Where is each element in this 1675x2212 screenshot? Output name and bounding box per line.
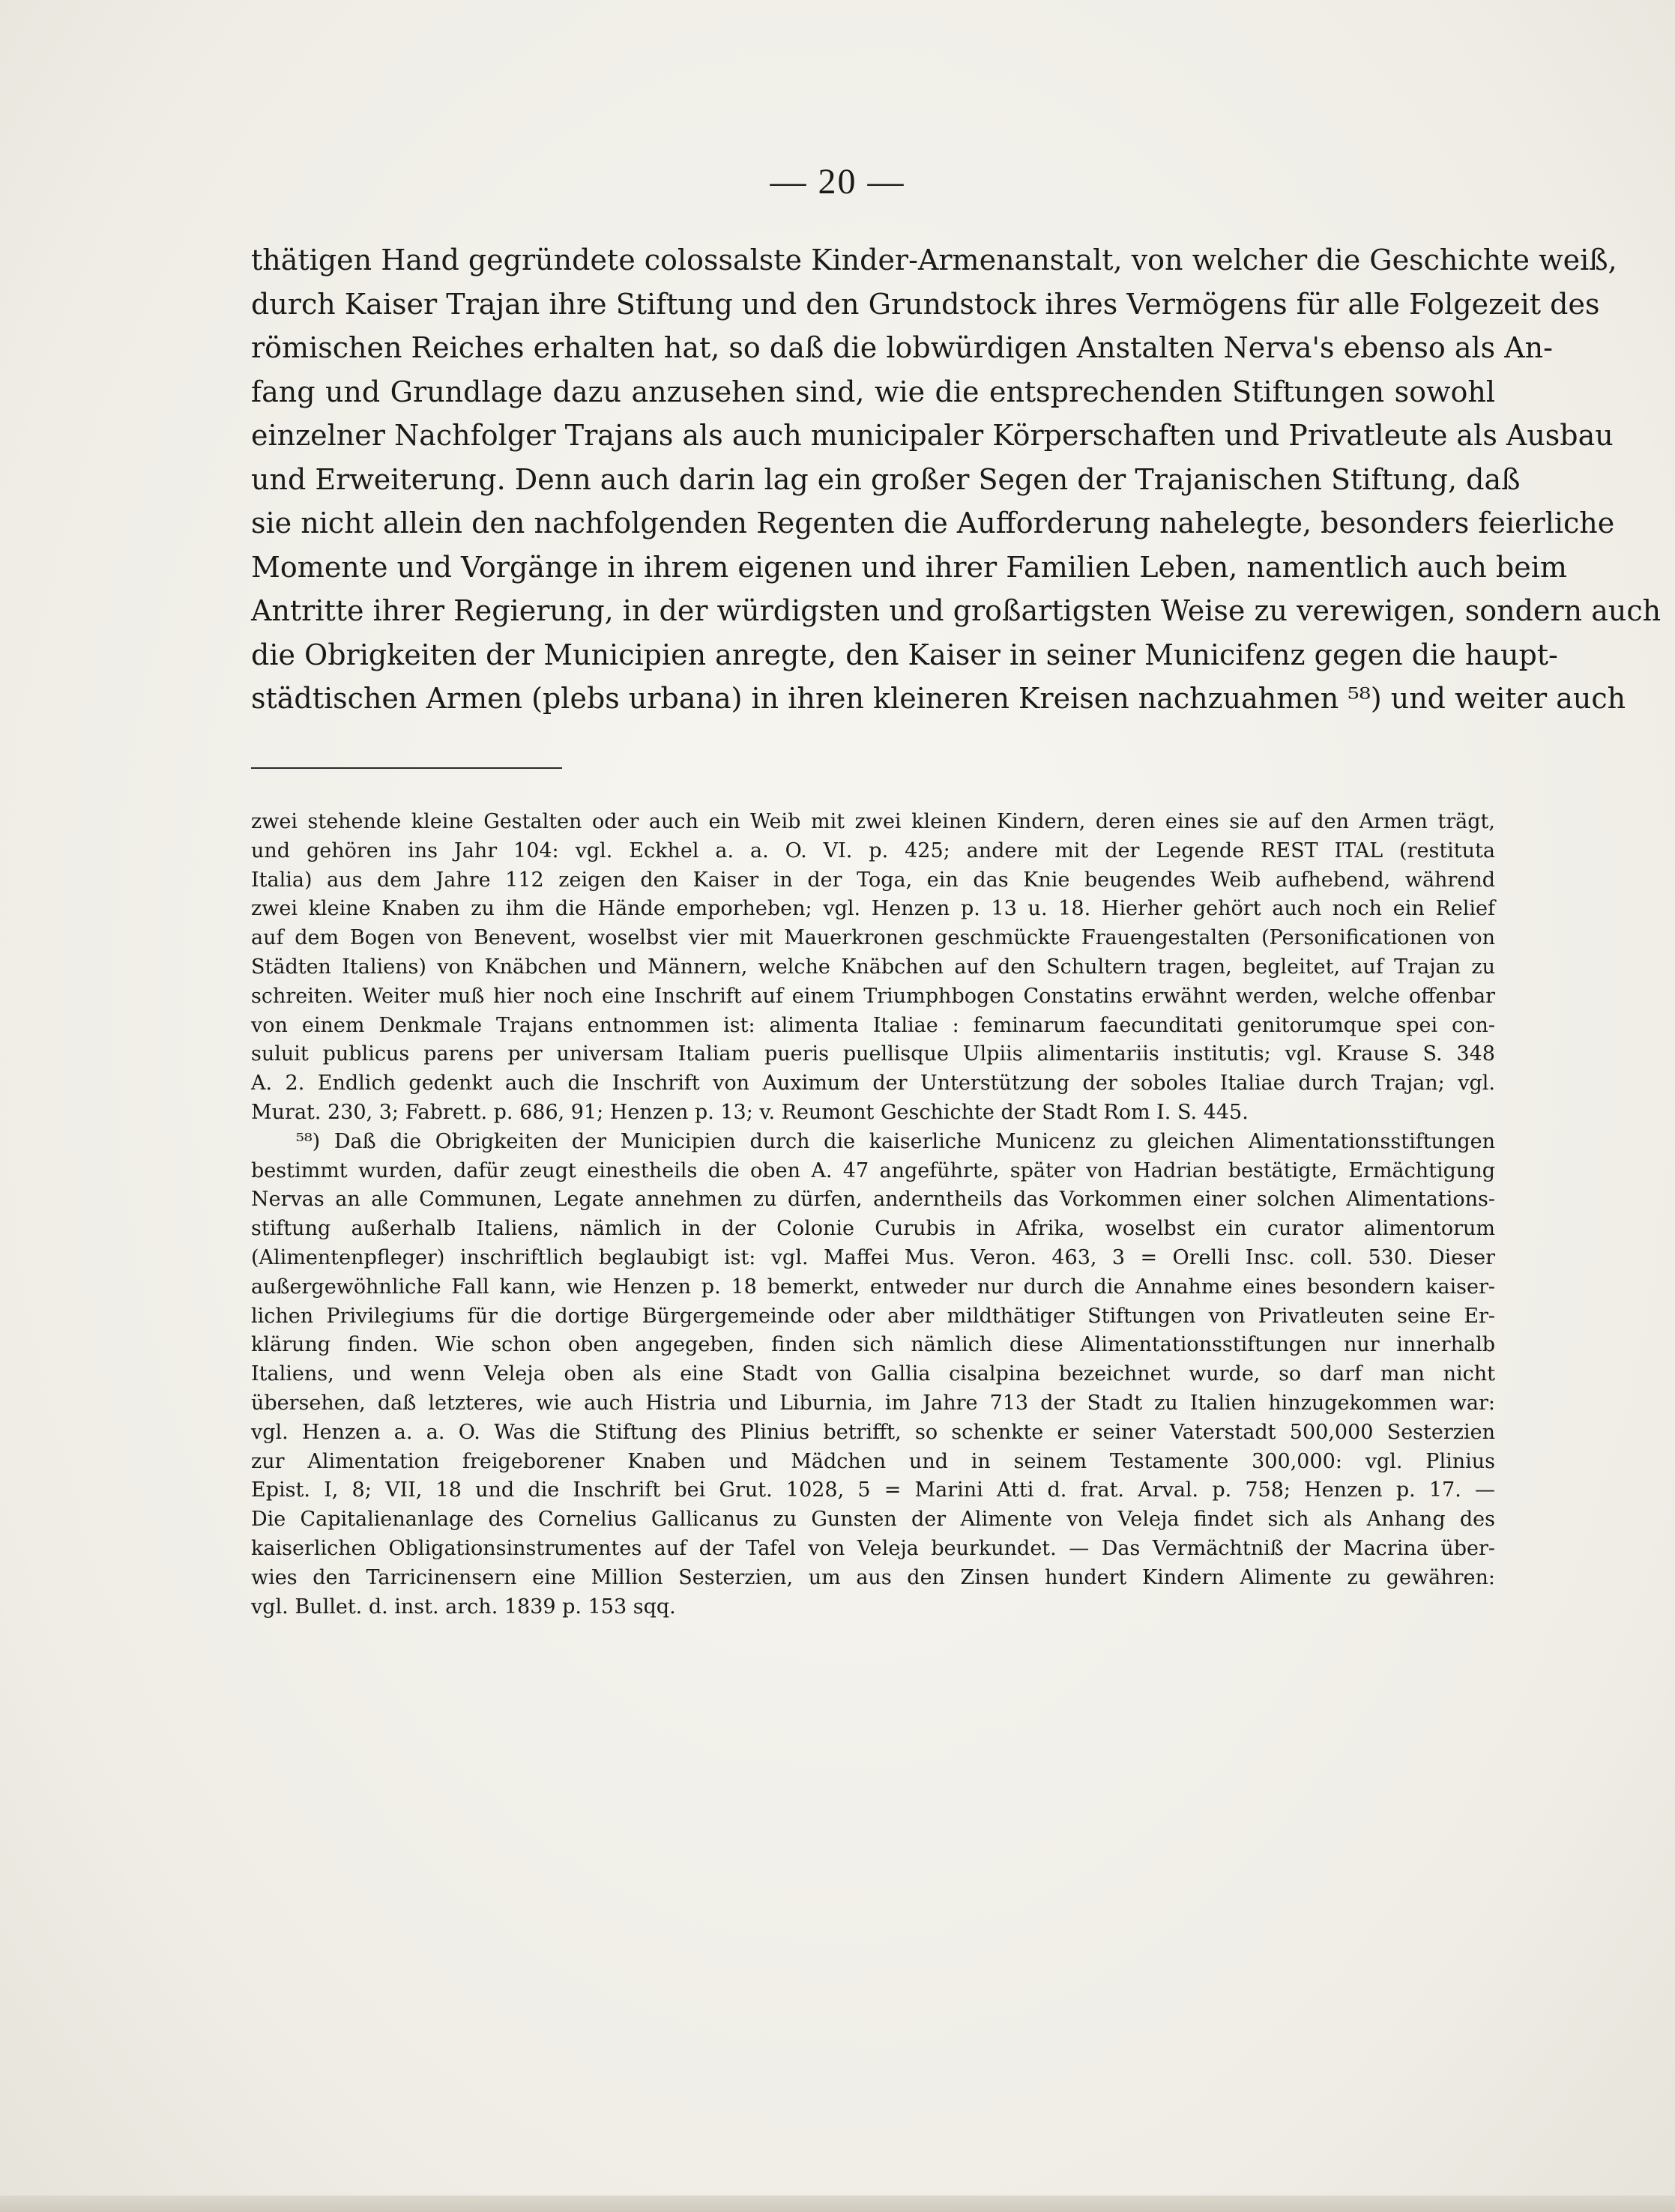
- footnote-line: stiftung außerhalb Italiens, nämlich in der Colonie Curubis in Afrika, woselbst ein curator alimentorum: [251, 1217, 1495, 1241]
- footnote-line: von einem Denkmale Trajans entnommen ist: alimenta Italiae : feminarum faecunditati genitorumque spei con-: [251, 1013, 1495, 1037]
- footnote-line: wies den Tarricinensern eine Million Sesterzien, um aus den Zinsen hundert Kindern Alimente zu gewähren:: [251, 1565, 1495, 1589]
- body-line: einzelner Nachfolger Trajans als auch municipaler Körperschaften und Privatleute als Ausbau: [251, 419, 1614, 452]
- footnote-line: Murat. 230, 3; Fabrett. p. 686, 91; Henzen p. 13; v. Reumont Geschichte der Stadt Rom I. S. 445.: [251, 1100, 1249, 1124]
- footnote-line: klärung finden. Wie schon oben angegeben, finden sich nämlich diese Alimentationsstiftungen nur innerhalb: [251, 1333, 1495, 1357]
- body-line: und Erweiterung. Denn auch darin lag ein großer Segen der Trajanischen Stiftung, daß: [251, 462, 1521, 496]
- body-line: städtischen Armen (plebs urbana) in ihren kleineren Kreisen nachzuahmen ⁵⁸) und weiter auch: [251, 682, 1626, 715]
- footnote-line: Italia) aus dem Jahre 112 zeigen den Kaiser in der Toga, ein das Knie beugendes Weib aufhebend, während: [251, 868, 1495, 892]
- footnote-58-start: ⁵⁸) Daß die Obrigkeiten der Municipien durch die kaiserliche Municenz zu gleichen Alimentationsstiftungen: [296, 1129, 1495, 1153]
- footnote-line: Die Capitalienanlage des Cornelius Gallicanus zu Gunsten der Alimente von Veleja findet sich als Anhang des: [251, 1508, 1495, 1532]
- body-line: die Obrigkeiten der Municipien anregte, den Kaiser in seiner Municifenz gegen die haupt-: [251, 638, 1558, 671]
- body-line: durch Kaiser Trajan ihre Stiftung und den Grundstock ihres Vermögens für alle Folgezeit des: [251, 287, 1600, 321]
- footnote-line: vgl. Bullet. d. inst. arch. 1839 p. 153 sqq.: [251, 1595, 676, 1619]
- footnote-line: Epist. I, 8; VII, 18 und die Inschrift bei Grut. 1028, 5 = Marini Atti d. frat. Arval. p. 758; Henzen p. 17. —: [251, 1478, 1495, 1502]
- footnote-line: vgl. Henzen a. a. O. Was die Stiftung des Plinius betrifft, so schenkte er seiner Vaterstadt 500,000 Sesterzien: [251, 1420, 1495, 1444]
- body-line: römischen Reiches erhalten hat, so daß die lobwürdigen Anstalten Nerva's ebenso als An-: [251, 331, 1553, 364]
- footnote-line: (Alimentenpfleger) inschriftlich beglaubigt ist: vgl. Maffei Mus. Veron. 463, 3 = Orelli Insc. coll. 530. Dieser: [251, 1245, 1495, 1269]
- footnote-line: zur Alimentation freigeborener Knaben und Mädchen und in seinem Testamente 300,000: vgl. Plinius: [251, 1449, 1495, 1473]
- footnote-line: Nervas an alle Communen, Legate annehmen zu dürfen, anderntheils das Vorkommen einer solchen Alimentations-: [251, 1188, 1495, 1212]
- body-line: sie nicht allein den nachfolgenden Regenten die Aufforderung nahelegte, besonders feierliche: [251, 507, 1615, 540]
- footnote-line: außergewöhnliche Fall kann, wie Henzen p. 18 bemerkt, entweder nur durch die Annahme eines besondern kaiser-: [251, 1275, 1495, 1299]
- footnote-line: lichen Privilegiums für die dortige Bürgergemeinde oder aber mildthätiger Stiftungen von Privatleuten seine Er-: [251, 1304, 1495, 1328]
- footnote-line: suluit publicus parens per universam Italiam pueris puellisque Ulpiis alimentariis institutis; vgl. Krause S. 348: [251, 1042, 1495, 1066]
- footnote-line: Italiens, und wenn Veleja oben als eine Stadt von Gallia cisalpina bezeichnet wurde, so darf man nicht: [251, 1362, 1495, 1386]
- footnote-line: übersehen, daß letzteres, wie auch Histria und Liburnia, im Jahre 713 der Stadt zu Italien hinzugekommen war:: [251, 1391, 1495, 1415]
- body-line: Antritte ihrer Regierung, in der würdigsten und großartigsten Weise zu verewigen, sondern auch: [251, 594, 1662, 627]
- body-line: thätigen Hand gegründete colossalste Kinder-Armenanstalt, von welcher die Geschichte weiß,: [251, 244, 1617, 276]
- footnote-line: A. 2. Endlich gedenkt auch die Inschrift von Auximum der Unterstützung der soboles Italiae durch Trajan; vgl.: [251, 1072, 1495, 1096]
- footnote-line: bestimmt wurden, dafür zeugt einestheils die oben A. 47 angeführte, später von Hadrian bestätigte, Ermächtigung: [251, 1158, 1495, 1182]
- footnotes: [251, 808, 1495, 1622]
- footnote-line: zwei stehende kleine Gestalten oder auch ein Weib mit zwei kleinen Kindern, deren eines sie auf den Armen trägt,: [251, 810, 1495, 833]
- footnote-line: zwei kleine Knaben zu ihm die Hände emporheben; vgl. Henzen p. 13 u. 18. Hierher gehört auch noch ein Relief: [251, 897, 1495, 921]
- page-number: — 20 —: [770, 162, 905, 202]
- footnote-line: Städten Italiens) von Knäbchen und Männern, welche Knäbchen auf den Schultern tragen, begleitet, auf Trajan zu: [251, 955, 1495, 979]
- main-text: [251, 238, 1662, 721]
- footnote-separator: [251, 767, 562, 769]
- footnote-line: kaiserlichen Obligationsinstrumentes auf der Tafel von Veleja beurkundet. — Das Vermächtniß der Macrina über-: [251, 1536, 1495, 1560]
- body-line: Momente und Vorgänge in ihrem eigenen und ihrer Familien Leben, namentlich auch beim: [251, 550, 1567, 584]
- body-line: fang und Grundlage dazu anzusehen sind, wie die entsprechenden Stiftungen sowohl: [251, 375, 1495, 408]
- footnote-line: schreiten. Weiter muß hier noch eine Inschrift auf einem Triumphbogen Constatins erwähnt werden, welche offenbar: [251, 984, 1495, 1008]
- page-bottom-edge: [0, 2196, 1675, 2212]
- footnote-line: auf dem Bogen von Benevent, woselbst vier mit Mauerkronen geschmückte Frauengestalten (Personificationen von: [251, 926, 1495, 950]
- footnote-line: und gehören ins Jahr 104: vgl. Eckhel a. a. O. VI. p. 425; andere mit der Legende REST ITAL (restituta: [251, 838, 1495, 862]
